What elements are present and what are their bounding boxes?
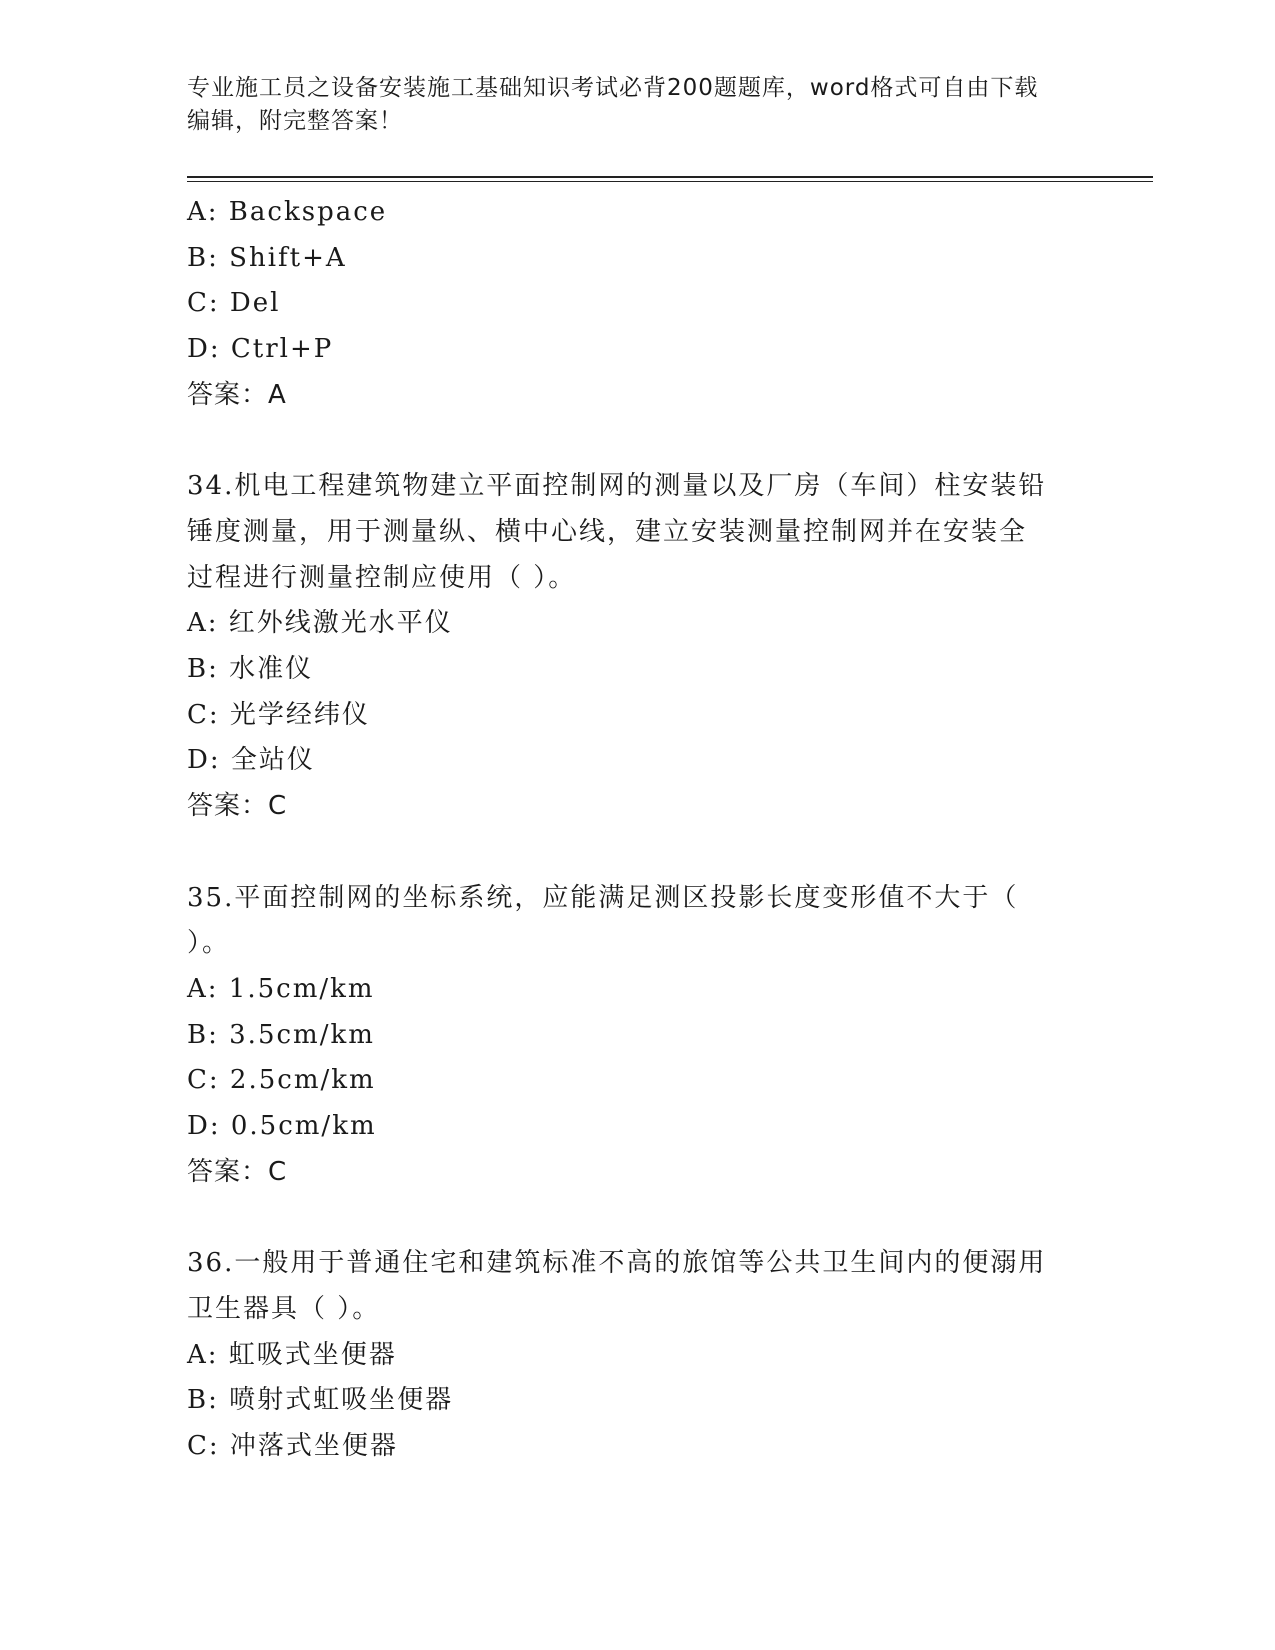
question-34 bbox=[187, 464, 1087, 830]
question-35 bbox=[187, 876, 1087, 1196]
header-divider-top bbox=[187, 176, 1153, 178]
option-d: D: Ctrl+P bbox=[187, 334, 334, 365]
header-line-1: 专业施工员之设备安装施工基础知识考试必背200题题库，word格式可自由下载 bbox=[187, 75, 1039, 101]
question-stem-line: 35.平面控制网的坐标系统，应能满足测区投影长度变形值不大于（ bbox=[187, 882, 1019, 913]
option-c: C: Del bbox=[187, 288, 281, 319]
option-c: C: 2.5cm/km bbox=[187, 1065, 376, 1096]
header-divider-bottom bbox=[187, 181, 1153, 182]
option-b: B: 喷射式虹吸坐便器 bbox=[187, 1385, 454, 1416]
question-36 bbox=[187, 1241, 1087, 1470]
question-stem-line: 卫生器具（ ）。 bbox=[187, 1293, 381, 1324]
option-b: B: 3.5cm/km bbox=[187, 1019, 375, 1050]
question-stem-line: ）。 bbox=[187, 928, 231, 959]
option-d: D: 0.5cm/km bbox=[187, 1111, 377, 1142]
question-33 bbox=[187, 190, 1087, 419]
question-stem-line: 锤度测量，用于测量纵、横中心线，建立安装测量控制网并在安装全 bbox=[187, 516, 1028, 547]
option-b: B: Shift+A bbox=[187, 242, 347, 273]
option-d: D: 全站仪 bbox=[187, 745, 315, 776]
spacer bbox=[187, 830, 1087, 876]
question-stem-line: 36.一般用于普通住宅和建筑标准不高的旅馆等公共卫生间内的便溺用 bbox=[187, 1248, 1047, 1279]
option-a: A: 虹吸式坐便器 bbox=[187, 1339, 397, 1370]
answer: 答案：A bbox=[187, 379, 287, 410]
spacer bbox=[187, 1195, 1087, 1241]
answer: 答案：C bbox=[187, 1156, 288, 1187]
option-b: B: 水准仪 bbox=[187, 654, 314, 685]
document-header bbox=[187, 72, 1067, 138]
question-stem-line: 34.机电工程建筑物建立平面控制网的测量以及厂房（车间）柱安装铅 bbox=[187, 471, 1047, 502]
option-a: A: 1.5cm/km bbox=[187, 973, 375, 1004]
question-list bbox=[187, 190, 1087, 1470]
header-line-2: 编辑，附完整答案！ bbox=[187, 108, 403, 134]
option-c: C: 冲落式坐便器 bbox=[187, 1430, 398, 1461]
option-a: A: Backspace bbox=[187, 197, 388, 227]
answer: 答案：C bbox=[187, 791, 288, 822]
option-c: C: 光学经纬仪 bbox=[187, 699, 370, 730]
spacer bbox=[187, 419, 1087, 465]
option-a: A: 红外线激光水平仪 bbox=[187, 608, 453, 639]
question-stem-line: 过程进行测量控制应使用（ ）。 bbox=[187, 562, 577, 593]
